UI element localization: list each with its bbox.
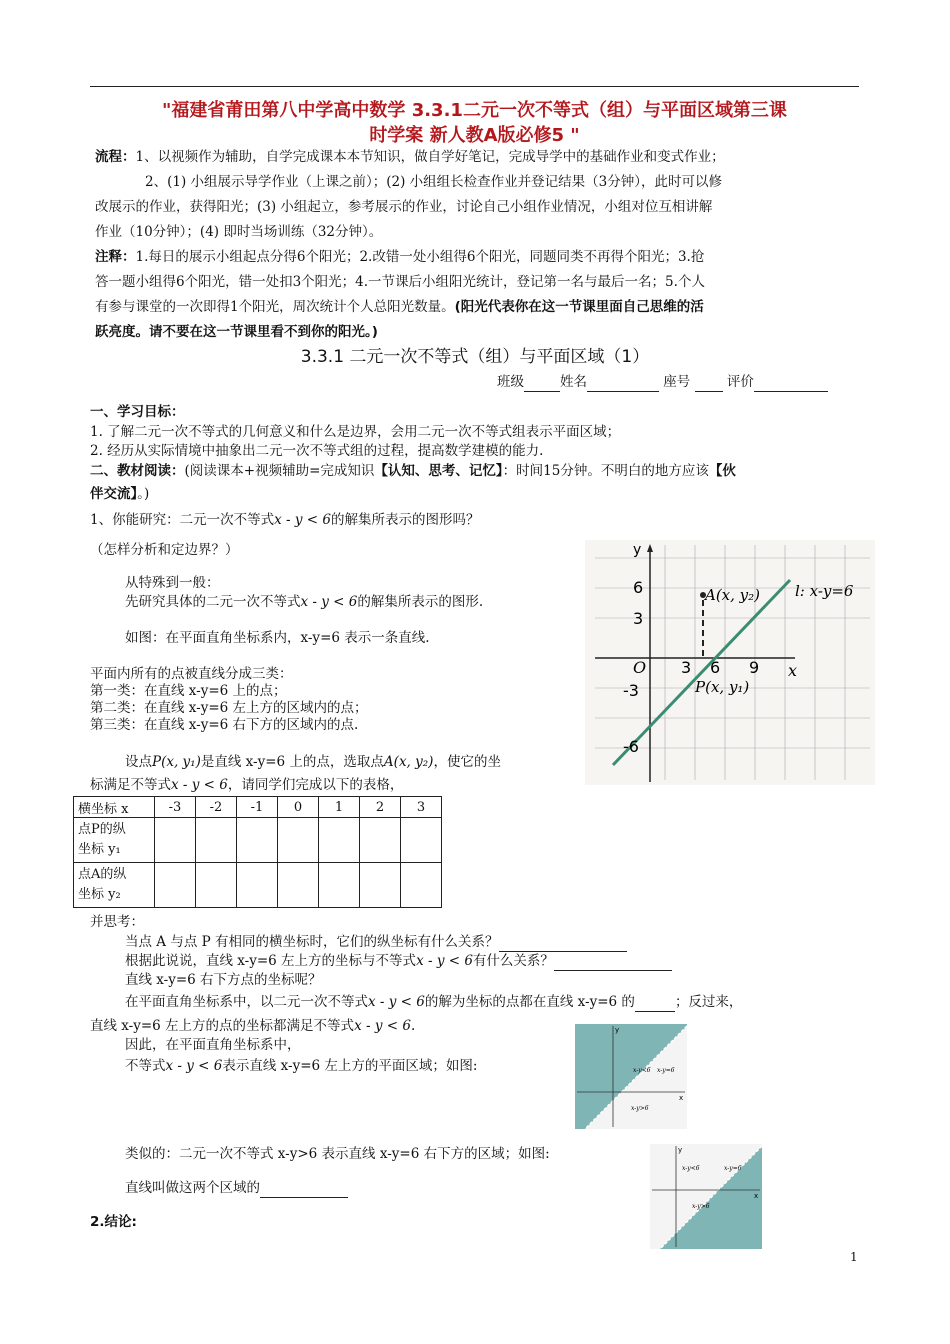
notes-line3: 有参与课堂的一次即得1个阳光，周次统计个人总阳光数量。(阳光代表你在这一节课里面自己思维的活 xyxy=(95,299,704,315)
para-4: 平面内所有的点被直线分成三类： xyxy=(90,666,293,682)
label-lt: x-y<6 xyxy=(682,1165,700,1172)
think-5: 直线 x-y=6 左上方的点的坐标都满足不等式x - y < 6. xyxy=(90,1018,416,1034)
answer-blank-3[interactable] xyxy=(635,1011,675,1012)
think-3: 直线 x-y=6 右下方点的坐标呢？ xyxy=(125,972,322,988)
x-value: 0 xyxy=(278,797,319,818)
process-line1: 流程：1、以视频作为辅助，自学完成课本本节知识，做自学好笔记，完成导学中的基础作业和变式作业； xyxy=(95,149,725,165)
table-header-label: 横坐标 x xyxy=(74,797,155,818)
notes-line2: 答一题小组得6个阳光，错一处扣3个阳光；4.一节课后小组阳光统计，登记第一名与最后一名；5.个人 xyxy=(95,274,705,290)
lesson-title: 3.3.1 二元一次不等式（组）与平面区域（1） xyxy=(300,347,650,367)
y1-cell[interactable] xyxy=(319,818,360,863)
para-2: 先研究具体的二元一次不等式x - y < 6的解集所表示的图形. xyxy=(125,594,484,610)
y2-cell[interactable] xyxy=(278,863,319,908)
answer-blank-2[interactable] xyxy=(554,970,672,971)
ytick: -6 xyxy=(623,737,639,756)
label-lt: x-y<6 xyxy=(633,1067,651,1074)
y1-cell[interactable] xyxy=(360,818,401,863)
y2-cell[interactable] xyxy=(401,863,442,908)
axis-x-label: x xyxy=(679,1094,684,1102)
think-7: 不等式x - y < 6表示直线 x-y=6 左上方的平面区域；如图: xyxy=(125,1058,478,1074)
line-label: l: x-y=6 xyxy=(795,582,854,600)
process-line4: 作业（10分钟）；(4) 即时当场训练（32分钟）。 xyxy=(95,224,383,240)
think-1: 当点 A 与点 P 有相同的横坐标时，它们的纵坐标有什么关系？ xyxy=(125,932,627,952)
section2-line2: 伴交流】。) xyxy=(90,486,150,502)
name-blank[interactable] xyxy=(587,391,659,392)
y2-cell[interactable] xyxy=(237,863,278,908)
ytick: 3 xyxy=(633,609,644,628)
top-rule xyxy=(90,86,859,87)
xtick: 9 xyxy=(749,658,760,677)
y2-cell[interactable] xyxy=(196,863,237,908)
label-eq: x-y=6 xyxy=(657,1067,675,1074)
coordinate-table xyxy=(73,796,442,908)
para-1: 从特殊到一般： xyxy=(125,575,220,591)
y-axis-label: y xyxy=(633,542,642,558)
conclusion-heading: 2.结论: xyxy=(90,1214,137,1230)
goal-2: 2. 经历从实际情境中抽象出二元一次不等式组的过程，提高数学建模的能力. xyxy=(90,443,544,459)
row-label-a: 点A的纵 坐标 y₂ xyxy=(74,863,155,908)
y2-cell[interactable] xyxy=(360,863,401,908)
notes-line1: 注释：1.每日的展示小组起点分得6个阳光；2.改错一处小组得6个阳光，同题同类不再得个阳光；3.抢 xyxy=(95,249,705,265)
section2-line1: 二、教材阅读：(阅读课本+视频辅助=完成知识【认知、思考、记忆】：时间15分钟。不明白的地方应该【伙 xyxy=(90,463,736,479)
label-eq: x-y=6 xyxy=(724,1165,742,1172)
x-value: 2 xyxy=(360,797,401,818)
question-1: 1、你能研究：二元一次不等式x - y < 6的解集所表示的图形吗？ xyxy=(90,512,480,528)
axis-y-label: y xyxy=(678,1146,683,1154)
process-line2: 2、(1) 小组展示导学作业（上课之前）；(2) 小组组长检查作业并登记结果（3分钟），此时可以修 xyxy=(145,174,723,190)
doc-title-line2: 时学案 新人教A版必修5 " xyxy=(369,125,580,146)
para-6: 第二类：在直线 x-y=6 左上方的区域内的点； xyxy=(90,700,368,716)
think-4: 在平面直角坐标系中，以二元一次不等式x - y < 6的解为坐标的点都在直线 x-y=6 的 ；反过来， xyxy=(125,994,743,1010)
think-label: 并思考： xyxy=(90,914,144,930)
line-graph-figure xyxy=(585,540,875,785)
para-9: 标满足不等式x - y < 6，请同学们完成以下的表格， xyxy=(90,777,404,793)
think-6: 因此，在平面直角坐标系中， xyxy=(125,1037,301,1053)
doc-title-line1: "福建省莆田第八中学高中数学 3.3.1二元一次不等式（组）与平面区域第三课 xyxy=(162,100,787,121)
para-3: 如图：在平面直角坐标系内，x-y=6 表示一条直线. xyxy=(125,630,430,646)
ytick: 6 xyxy=(633,578,644,597)
ytick: -3 xyxy=(623,681,639,700)
y2-cell[interactable] xyxy=(319,863,360,908)
think-8: 类似的：二元一次不等式 x-y>6 表示直线 x-y=6 右下方的区域；如图: xyxy=(125,1146,550,1162)
axis-y-label: y xyxy=(615,1026,620,1034)
x-value: -2 xyxy=(196,797,237,818)
y1-cell[interactable] xyxy=(237,818,278,863)
para-5: 第一类：在直线 x-y=6 上的点； xyxy=(90,683,287,699)
para-7: 第三类：在直线 x-y=6 右下方的区域内的点. xyxy=(90,717,359,733)
hint: （怎样分析和定边界？） xyxy=(90,542,239,558)
page-number: 1 xyxy=(850,1250,858,1264)
region-gt-figure xyxy=(650,1144,762,1249)
para-8: 设点P(x, y₁)是直线 x-y=6 上的点，选取点A(x, y₂)，使它的坐 xyxy=(125,754,501,770)
goal-1: 1. 了解二元一次不等式的几何意义和什么是边界，会用二元一次不等式组表示平面区域； xyxy=(90,424,621,440)
x-value: -1 xyxy=(237,797,278,818)
x-value: 3 xyxy=(401,797,442,818)
class-blank[interactable] xyxy=(524,391,560,392)
student-info: 班级 姓名 座号 评价 xyxy=(497,372,828,392)
think-2: 根据此说说，直线 x-y=6 左上方的坐标与不等式x - y < 6有什么关系？ xyxy=(125,951,672,971)
x-axis-label: x xyxy=(788,661,798,680)
y1-cell[interactable] xyxy=(155,818,196,863)
table-row xyxy=(74,863,442,908)
eval-blank[interactable] xyxy=(754,391,828,392)
x-value: 1 xyxy=(319,797,360,818)
x-value: -3 xyxy=(155,797,196,818)
section1-heading: 一、学习目标： xyxy=(90,404,185,420)
row-label-p: 点P的纵 坐标 y₁ xyxy=(74,818,155,863)
point-p-label: P(x, y₁) xyxy=(695,678,750,696)
y1-cell[interactable] xyxy=(196,818,237,863)
seat-blank[interactable] xyxy=(695,391,723,392)
label-gt: x-y>6 xyxy=(631,1105,649,1112)
table-row xyxy=(74,797,442,818)
label-gt: x-y>6 xyxy=(692,1203,710,1210)
region-lt-figure xyxy=(575,1024,687,1129)
y1-cell[interactable] xyxy=(401,818,442,863)
y1-cell[interactable] xyxy=(278,818,319,863)
axis-x-label: x xyxy=(754,1192,759,1200)
process-line3: 改展示的作业，获得阳光；(3) 小组起立，参考展示的作业，讨论自己小组作业情况，小组对位互相讲解 xyxy=(95,199,713,215)
think-9: 直线叫做这两个区域的 xyxy=(125,1178,348,1198)
point-a-label: A(x, y₂) xyxy=(705,586,761,604)
answer-blank-4[interactable] xyxy=(260,1197,348,1198)
table-row xyxy=(74,818,442,863)
notes-line4: 跃亮度。请不要在这一节课里看不到你的阳光。) xyxy=(95,324,378,340)
xtick: 6 xyxy=(710,658,721,677)
origin-label: O xyxy=(633,658,647,677)
y2-cell[interactable] xyxy=(155,863,196,908)
xtick: 3 xyxy=(681,658,692,677)
